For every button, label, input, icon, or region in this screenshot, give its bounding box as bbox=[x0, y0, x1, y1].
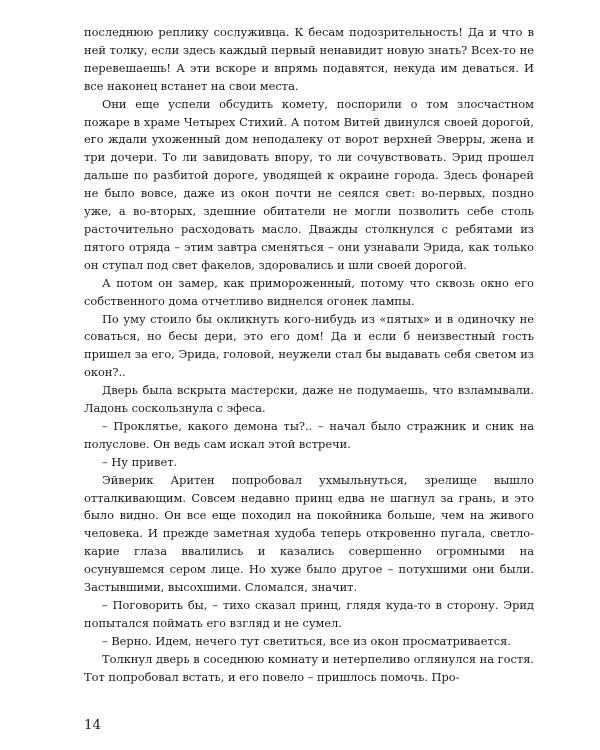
paragraph-10: – Верно. Идем, нечего тут светиться, все из окон просматривается. bbox=[102, 633, 511, 648]
paragraph-9: – Поговорить бы, – тихо сказал принц, глядя куда-то в сторону. Эрид попытался поймать его взгляд и не сумел. bbox=[84, 598, 534, 630]
paragraph-8: Эйверик Аритен попробовал ухмыльнуться, зрелище вышло отталкивающим. Совсем недавно принц едва не шагнул за грань, и это было видно. Он все еще походил на покойника больше, чем на живого человека. И прежде заметная худоба теперь откровенно пугала, светло-карие глаза ввалились и казались совершенно огромными на осунувшемся сером лице. Но хуже было другое – потухшими они были. Застывшими, высохшими. Сломался, значит. bbox=[84, 472, 534, 595]
page-number: 14 bbox=[84, 718, 102, 733]
paragraph-11: Толкнул дверь в соседнюю комнату и нетерпеливо оглянулся на гостя. Тот попробовал встать, и его повело – пришлось помочь. Про- bbox=[84, 651, 534, 684]
paragraph-5: Дверь была вскрыта мастерски, даже не подумаешь, что взламывали. Ладонь соскользнула с эфеса. bbox=[84, 383, 534, 416]
paragraph-3: А потом он замер, как примороженный, потому что сквозь окно его собственного дома отчетливо виднелся огонек лампы. bbox=[84, 275, 534, 308]
paragraph-6: – Проклятье, какого демона ты?.. – начал было стражник и сник на полуслове. Он ведь сам искал этой встречи. bbox=[84, 418, 534, 451]
paragraph-7: – Ну привет. bbox=[102, 454, 178, 469]
paragraph-2: Они еще успели обсудить комету, поспорили о том злосчастном пожаре в храме Четырех Стихий. А потом Витей двинулся своей дорогой, его ждали ухоженный дом неподалеку от ворот верхней Эверры, жена и три дочери. То ли завидовать впору, то ли сочувствовать. Эрид прошел дальше по разбитой дороге, уводящей к окраине города. Здесь фонарей не было вовсе, даже из окон почти не сеялся свет: во-первых, поздно уже, а во-вторых, здешние обитатели не могли позволить себе столь расточительно расходовать масло. Дважды столкнулся с ребятами из пятого отряда – этим завтра сменяться – они узнавали Эрида, как только он ступал под свет факелов, здоровались и шли своей дорогой. bbox=[84, 96, 534, 272]
paragraph-4: По уму стоило бы окликнуть кого-нибудь из «пятых» и в одиночку не соваться, но бесы дери, это его дом! Да и если б неизвестный гость пришел за его, Эрида, головой, неужели стал бы выдавать себя светом из окон?.. bbox=[84, 311, 534, 380]
paragraph-1: последнюю реплику сослуживца. К бесам подозрительность! Да и что в ней толку, если здесь каждый первый ненавидит новую знать? Всех-то не перевешаешь! А эти вскоре и впрямь подавятся, некуда им деваться. И все наконец встанет на свои места. bbox=[84, 25, 534, 93]
page-text bbox=[84, 24, 534, 687]
